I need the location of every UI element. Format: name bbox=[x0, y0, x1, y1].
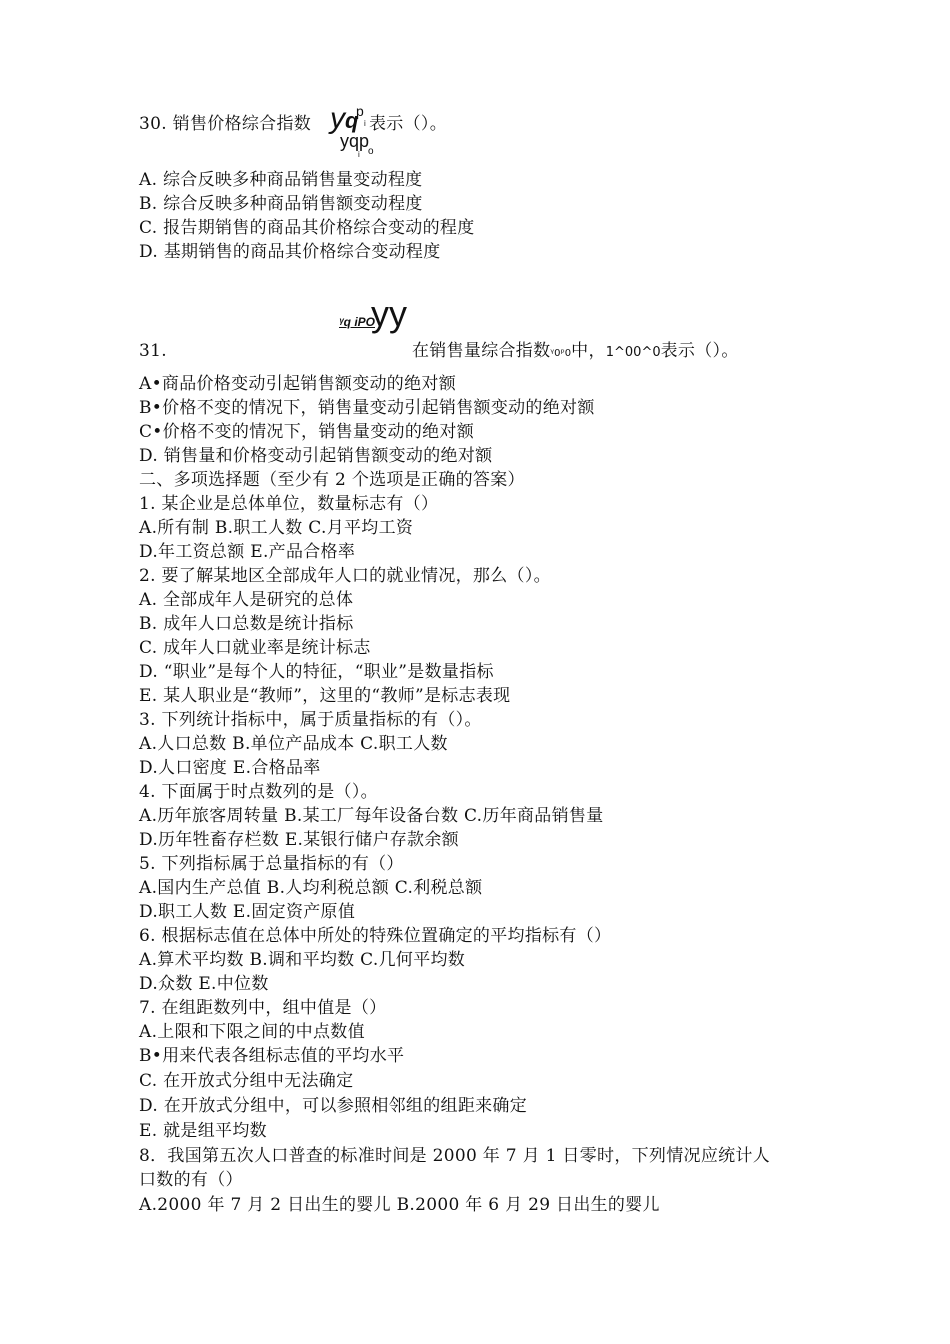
q31-stem-formula-2: 1^00^0 bbox=[605, 345, 661, 360]
section-2-line: D.众数 E.中位数 bbox=[139, 974, 269, 994]
section-2-line: D. 在开放式分组中，可以参照相邻组的组距来确定 bbox=[139, 1096, 528, 1116]
section-2-line: A. 全部成年人是研究的总体 bbox=[139, 590, 354, 610]
section-2-line: B. 成年人口总数是统计指标 bbox=[139, 614, 354, 634]
q30-formula-numerator-q: q bbox=[345, 108, 359, 133]
q30-option-b: B. 综合反映多种商品销售额变动程度 bbox=[139, 194, 423, 214]
section-2-line: 1. 某企业是总体单位，数量标志有（） bbox=[139, 494, 439, 514]
q30-formula-denominator-i: i bbox=[358, 150, 360, 159]
q30-option-c: C. 报告期销售的商品其价格综合变动的程度 bbox=[139, 218, 475, 238]
section-2-line: C. 在开放式分组中无法确定 bbox=[139, 1071, 354, 1091]
section-2-line: E. 就是组平均数 bbox=[139, 1121, 267, 1141]
q31-option-d: D. 销售量和价格变动引起销售额变动的绝对额 bbox=[139, 446, 493, 466]
q30-stem bbox=[139, 113, 311, 135]
section-2-line: 3. 下列统计指标中，属于质量指标的有（）。 bbox=[139, 710, 482, 730]
q31-stem-formula-1: ᵞ0ᵖ0 bbox=[550, 348, 572, 359]
q31-formula-big: yy bbox=[371, 293, 407, 334]
section-2-line: D.职工人数 E.固定资产原值 bbox=[139, 902, 356, 922]
section-2-line: 7. 在组距数列中，组中值是（） bbox=[139, 998, 387, 1018]
section-2-line: D. “职业”是每个人的特征，“职业”是数量指标 bbox=[139, 662, 494, 682]
q30-formula-numerator-p: p bbox=[356, 103, 364, 119]
section-2-line: E. 某人职业是“教师”，这里的“教师”是标志表现 bbox=[139, 686, 511, 706]
q30-stem-suffix: 表示（）。 bbox=[369, 114, 447, 134]
section-2-line: 5. 下列指标属于总量指标的有（） bbox=[139, 854, 404, 874]
section-2-line: D.年工资总额 E.产品合格率 bbox=[139, 542, 356, 562]
q31-option-c: C•价格不变的情况下，销售量变动的绝对额 bbox=[139, 422, 475, 442]
section-2-line: 6. 根据标志值在总体中所处的特殊位置确定的平均指标有（） bbox=[139, 926, 612, 946]
section-2-line: A.上限和下限之间的中点数值 bbox=[139, 1022, 365, 1042]
section-2-line: 8．我国第五次人口普查的标准时间是 2000 年 7 月 1 日零时，下列情况应统计人 bbox=[139, 1146, 771, 1166]
section-2-line: B•用来代表各组标志值的平均水平 bbox=[139, 1046, 405, 1066]
q30-formula-numerator-y: y bbox=[330, 102, 345, 135]
section-2-line: D.人口密度 E.合格品率 bbox=[139, 758, 321, 778]
q31-stem-b: 中， bbox=[571, 341, 606, 361]
section-2-line: A.国内生产总值 B.人均利税总额 C.利税总额 bbox=[139, 878, 483, 898]
section-2-title: 二、多项选择题（至少有 2 个选项是正确的答案） bbox=[139, 470, 525, 490]
q31-number: 31. bbox=[139, 341, 167, 361]
q30-formula-denominator: yqp bbox=[340, 131, 370, 151]
section-2-line: 口数的有（） bbox=[139, 1170, 243, 1190]
q30-formula-numerator-i: i bbox=[364, 119, 366, 128]
q31-stem-a: 在销售量综合指数 bbox=[412, 341, 551, 361]
q30-option-d: D. 基期销售的商品其价格综合变动程度 bbox=[139, 242, 441, 262]
section-2-line: 2. 要了解某地区全部成年人口的就业情况，那么（）。 bbox=[139, 566, 551, 586]
q31-formula-small: ᵞq iPO bbox=[339, 315, 375, 329]
q30-formula-denominator-o: o bbox=[368, 146, 374, 157]
q30-option-a: A. 综合反映多种商品销售量变动程度 bbox=[139, 170, 423, 190]
section-2-line: C. 成年人口就业率是统计标志 bbox=[139, 638, 371, 658]
section-2-line: A.算术平均数 B.调和平均数 C.几何平均数 bbox=[139, 950, 466, 970]
section-2-line: A.人口总数 B.单位产品成本 C.职工人数 bbox=[139, 734, 448, 754]
q30-stem-prefix: 30. 销售价格综合指数 bbox=[139, 114, 312, 134]
section-2-line: 4. 下面属于时点数列的是（）。 bbox=[139, 782, 378, 802]
section-2-line: D.历年牲畜存栏数 E.某银行储户存款余额 bbox=[139, 830, 459, 850]
q31-option-b: B•价格不变的情况下，销售量变动引起销售额变动的绝对额 bbox=[139, 398, 595, 418]
q31-option-a: A•商品价格变动引起销售额变动的绝对额 bbox=[139, 374, 457, 394]
section-2-line: A.2000 年 7 月 2 日出生的婴儿 B.2000 年 6 月 29 日出生的婴儿 bbox=[139, 1195, 660, 1215]
section-2-line: A.所有制 B.职工人数 C.月平均工资 bbox=[139, 518, 414, 538]
q31-stem bbox=[412, 340, 739, 365]
q31-stem-c: 表示（）。 bbox=[660, 341, 739, 361]
section-2-line: A.历年旅客周转量 B.某工厂每年设备台数 C.历年商品销售量 bbox=[139, 806, 604, 826]
